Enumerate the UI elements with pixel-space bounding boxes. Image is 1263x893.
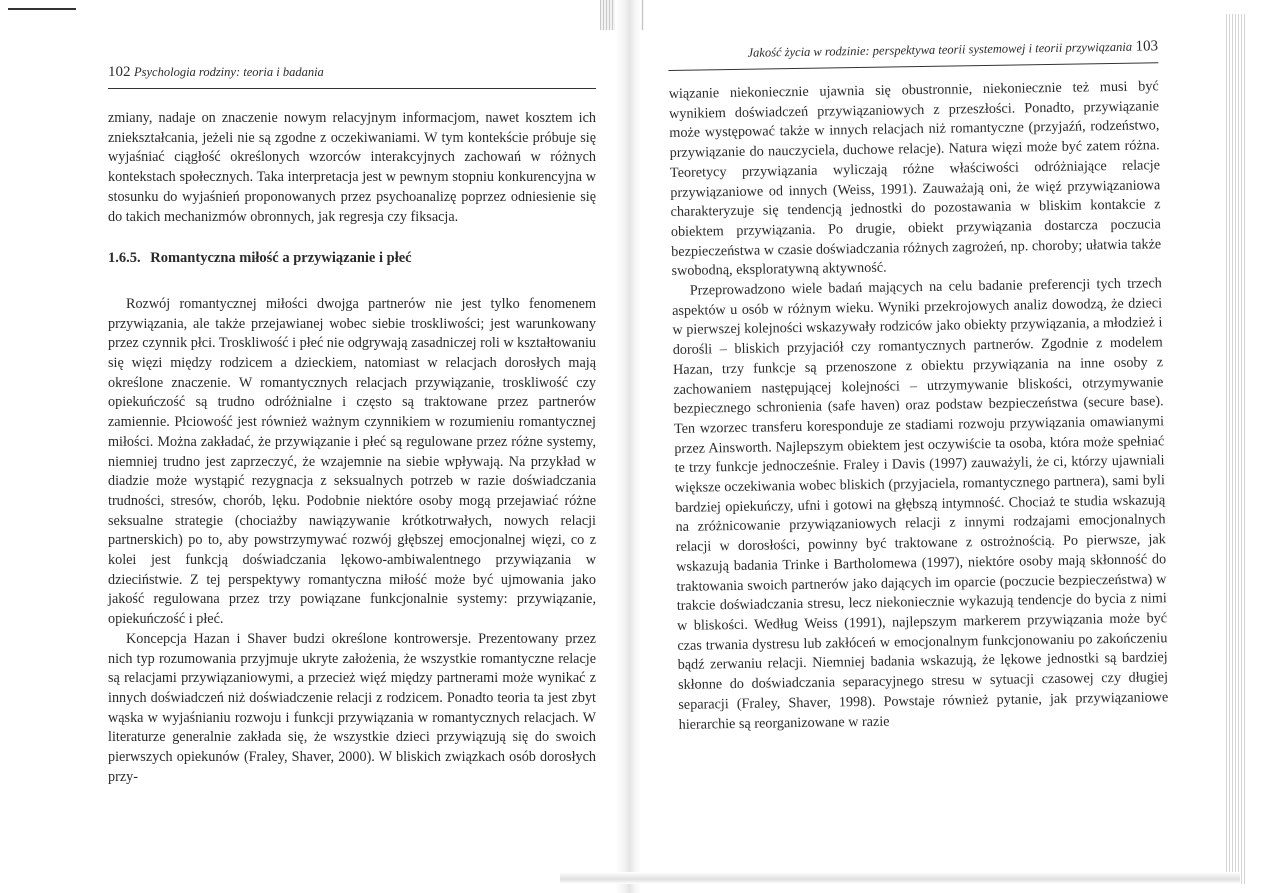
right-page-body	[669, 77, 1169, 735]
right-running-head: Jakość życia w rodzinie: perspektywa teorii systemowej i teorii przywiązania	[747, 39, 1133, 60]
left-paragraph-1: Rozwój romantycznej miłości dwojga partnerów nie jest tylko fenomenem przywiązania, ale także przejawianej wobec siebie troskliwości; jest warunkowany przez czynnik płci. Troskliwość i płeć nie odgrywają zasadniczej roli w kształtowaniu się więzi między rodzicem a dzieckiem, natomiast w relacjach dorosłych mają określone znaczenie. W romantycznych relacjach przywiązanie, troskliwość czy opiekuńczość są trudno odróżnialne i często są traktowane przez partnerów zamiennie. Płciowość jest również ważnym czynnikiem w rozumieniu romantycznej miłości. Można zakładać, że przywiązanie i płeć są regulowane przez różne systemy, niemniej trudno jest zaprzeczyć, że wzajemnie na siebie wpływają. Na przykład w diadzie może wystąpić rezygnacja z seksualnych potrzeb w razie doświadczania trudności, stresów, chorób, lęku. Podobnie niektóre osoby mogą przejawiać różne seksualne strategie (chociażby nawiązywanie krótkotrwałych, nowych relacji partnerskich) po to, aby powstrzymywać rozwój głębszej emocjonalnej więzi, co z kolei jest funkcją doświadczania lękowo-ambiwalentnego przywiązania w dzieciństwie. Z tej perspektywy romantyczna miłość może być ujmowania jako jakość regulowana przez trzy powiązane funkcjonalnie systemy: przywiązanie, opiekuńczość i płeć.	[108, 295, 596, 628]
scan-corner-mark	[8, 8, 76, 10]
section-heading	[108, 249, 596, 269]
right-paragraph-1: Przeprowadzono wiele badań mających na celu badanie preferencji tych trzech aspektów u osób w różnym wieku. Wyniki przekrojowych analiz dowodzą, że dzieci w pierwszej kolejności wskazywały rodziców jako obiekty przywiązania, a młodzież i dorośli – bliskich przyjaciół czy romantycznych partnerów. Zgodnie z modelem Hazan, trzy funkcje są przenoszone z obiektu przywiązania na inne osoby z zachowaniem następującej kolejności – utrzymywanie bliskości, otrzymywanie bezpiecznego schronienia (safe haven) oraz podstaw bezpieczeństwa (secure base). Ten wzorzec transferu koresponduje ze stadiami rozwoju przywiązania omawianymi przez Ainsworth. Najlepszym obiektem jest oczywiście ta osoba, która może spełniać te trzy funkcje jednocześnie. Fraley i Davis (1997) zauważyli, że ci, którzy ujawniali większe oczekiwania wobec bliskich (przyjaciela, romantycznego partnera), sami byli bardziej opiekuńczy, ufni i gotowi na głębszą intymność. Chociaż te studia wskazują na zróżnicowanie przywiązaniowych relacji z innymi rodzajami emocjonalnych relacji w dorosłości, powinny być traktowane z ostrożnością. Po pierwsze, jak wskazują badania Trinke i Bartholomewa (1997), niektóre osoby mają skłonność do traktowania swoich partnerów jako dających im oparcie (poczucie bezpieczeństwa) w trakcie doświadczania stresu, lecz niekoniecznie wykazują tendencje do bycia z nimi w bliskości. Według Weiss (1991), najlepszym markerem przywiązania może być czas trwania dystresu lub zakłóceń w emocjonalnym funkcjonowaniu po zakończeniu bądź zerwaniu relacji. Niemniej badania wskazują, że lękowe jednostki są bardziej skłonne do doświadczania separacyjnego stresu w sytuacji czasowej czy długiej separacji (Fraley, Shaver, 1998). Powstaje również pytanie, jak przywiązaniowe hierarchie są reorganizowane w razie	[672, 275, 1169, 733]
left-running-head: Psychologia rodziny: teoria i badania	[134, 65, 324, 79]
left-paragraph-continued: zmiany, nadaje on znaczenie nowym relacyjnym informacjom, nawet kosztem ich zniekształcania, jeżeli nie są zgodne z oczekiwaniami. W tym kontekście próbuje się wyjaśniać ciągłość określonych wzorców interakcyjnych zachowań w różnych kontekstach społecznych. Taka interpretacja jest w pewnym stopniu konkurencyjna w stosunku do wyjaśnień proponowanych przez psychoanalizę poprzez odniesienie się do takich mechanizmów obronnych, jak regresja czy fiksacja.	[108, 110, 596, 225]
right-page-number: 103	[1135, 38, 1159, 55]
page-edge-shadow	[1226, 14, 1246, 884]
bottom-edge-shadow	[560, 872, 1240, 884]
section-title: Romantyczna miłość a przywiązanie i płeć	[150, 250, 412, 267]
left-page-body	[108, 109, 596, 788]
book-gutter	[615, 0, 641, 893]
left-page-number: 102	[108, 64, 131, 80]
section-number: 1.6.5.	[108, 250, 141, 267]
left-paragraph-2: Koncepcja Hazan i Shaver budzi określone kontrowersje. Prezentowany przez nich typ rozumowania przyjmuje ukryte założenia, że wszystkie romantyczne relacje są relacjami przywiązaniowymi, a przecież więź między partnerami może wynikać z innych doświadczeń niż doświadczenie relacji z rodzicem. Ponadto teoria ta jest zbyt wąska w wyjaśnianiu rozwoju i funkcji przywiązania w romantycznych relacjach. W literaturze generalnie zakłada się, że wszystkie dzieci przywiązują się do swoich pierwszych opiekunów (Fraley, Shaver, 2000). W bliskich związkach osób dorosłych przy-	[108, 630, 596, 785]
left-page	[108, 64, 596, 788]
right-paragraph-continued: wiązanie niekoniecznie ujawnia się obustronnie, niekoniecznie też musi być wynikiem doświadczeń przywiązaniowych z przeszłości. Ponadto, przywiązanie może występować także w innych relacjach niż romantyczne (przyjaźń, rodzeństwo, przywiązanie do nauczyciela, duchowe relacje). Natura więzi może być zatem różna. Teoretycy przywiązania wyliczają różne właściwości odróżniające relacje przywiązaniowe od innych (Weiss, 1991). Zauważają oni, że więź przywiązaniowa charakteryzuje się tendencją jednostki do pozostawania w bliskim kontakcie z obiektem przywiązania. Po drugie, obiekt przywiązania dostarcza poczucia bezpieczeństwa w czasie doświadczania różnych zagrożeń, np. choroby; ułatwia także swobodną, eksploratywną aktywność.	[668, 78, 1162, 280]
right-page-header	[668, 38, 1158, 71]
left-page-header	[108, 64, 596, 89]
right-page	[668, 38, 1169, 735]
